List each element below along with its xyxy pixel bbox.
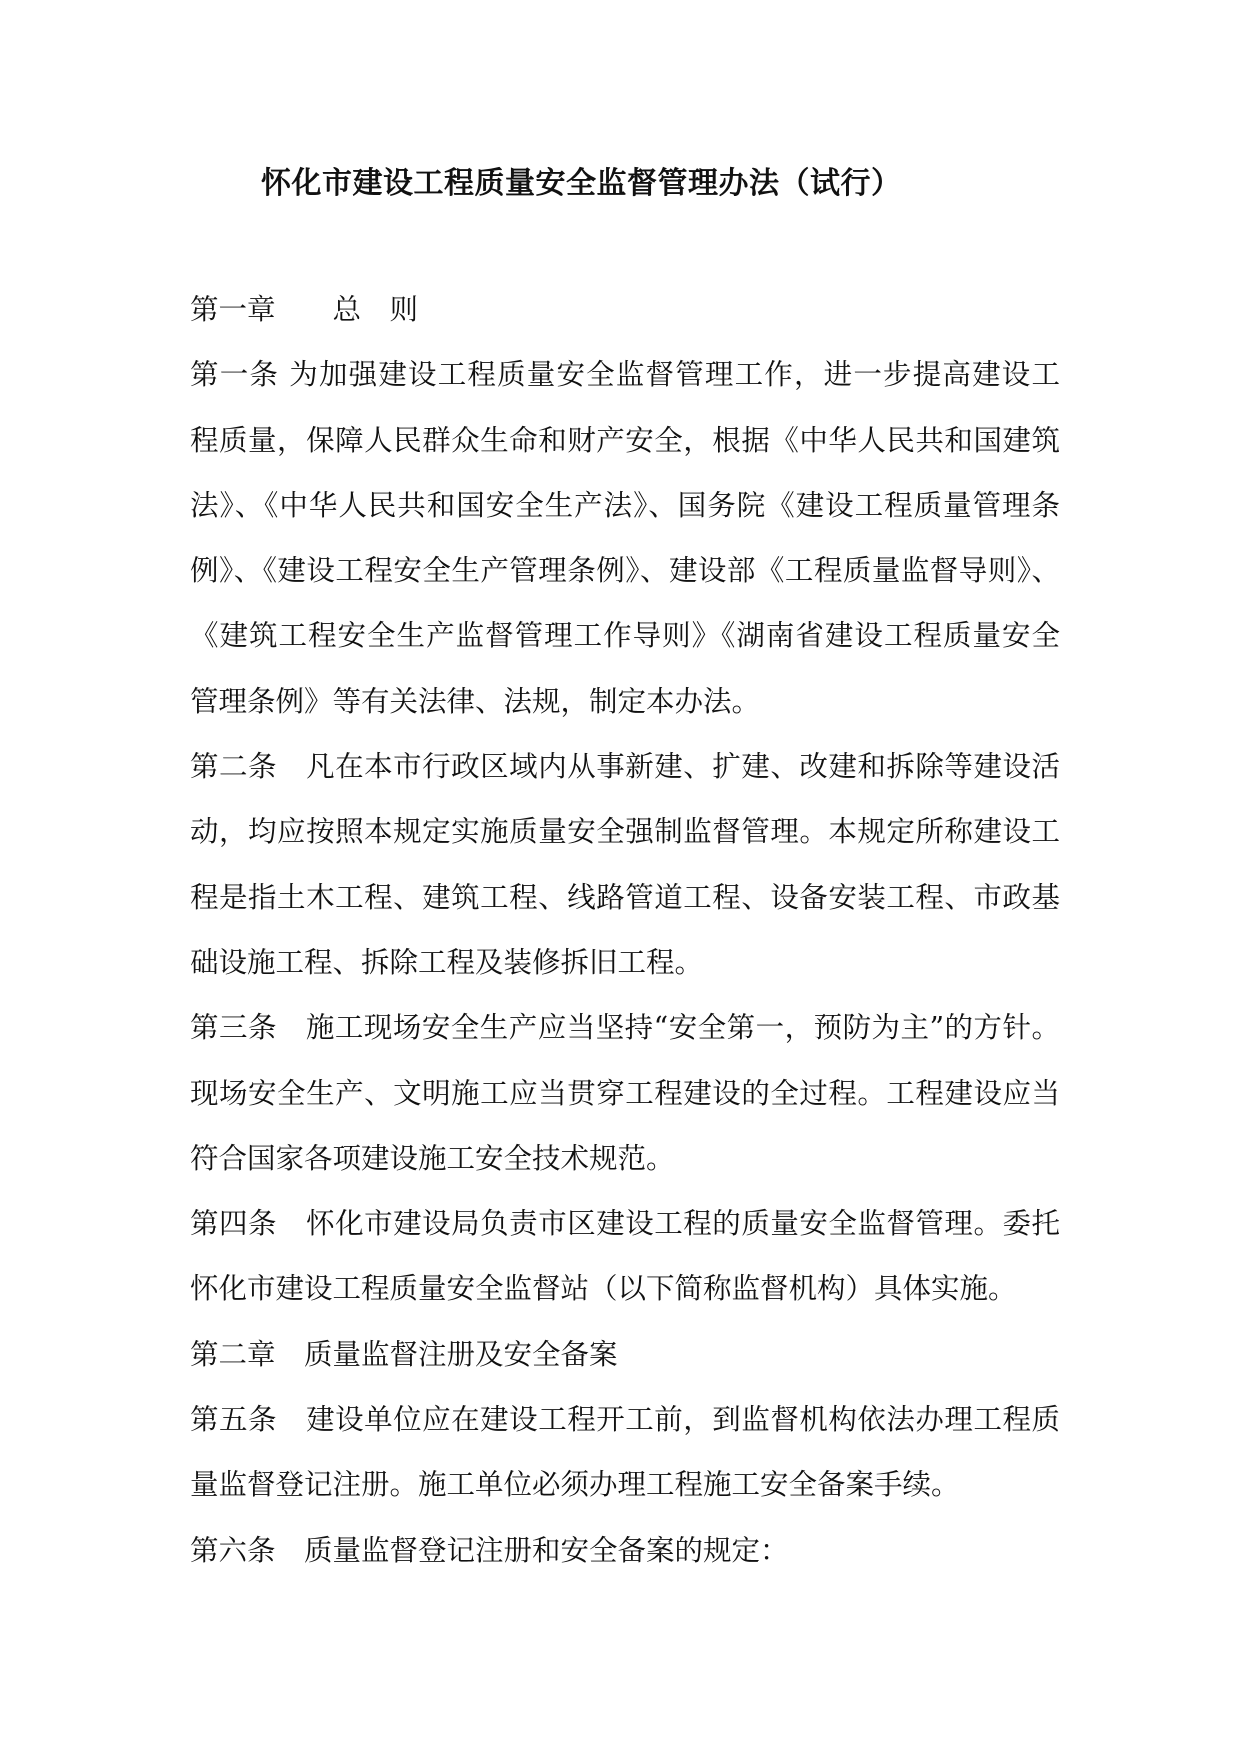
text-line: 第五条 建设单位应在建设工程开工前，到监督机构依法办理工程质 — [190, 1403, 1060, 1437]
text-line: 第二章 质量监督注册及安全备案 — [190, 1337, 618, 1371]
text-line: 第二条 凡在本市行政区域内从事新建、扩建、改建和拆除等建设活 — [190, 750, 1060, 784]
text-line: 怀化市建设工程质量安全监督站（以下简称监督机构）具体实施。 — [190, 1272, 1017, 1306]
text-line: 第四条 怀化市建设局负责市区建设工程的质量安全监督管理。委托 — [190, 1207, 1060, 1241]
text-line: 法》、《中华人民共和国安全生产法》、国务院《建设工程质量管理条 — [190, 488, 1060, 522]
text-line: 管理条例》等有关法律、法规，制定本办法。 — [190, 684, 761, 718]
text-line: 程质量，保障人民群众生命和财产安全，根据《中华人民共和国建筑 — [190, 423, 1060, 457]
text-line: 例》、《建设工程安全生产管理条例》、建设部《工程质量监督导则》、 — [190, 554, 1060, 588]
text-line: 程是指土木工程、建筑工程、线路管道工程、设备安装工程、市政基 — [190, 880, 1060, 914]
text-line: 符合国家各项建设施工安全技术规范。 — [190, 1141, 675, 1175]
text-line: 第一章 总 则 — [190, 293, 419, 326]
text-line: 量监督登记注册。施工单位必须办理工程施工安全备案手续。 — [190, 1468, 960, 1502]
text-line: 础设施工程、拆除工程及装修拆旧工程。 — [190, 945, 704, 979]
text-line: 《建筑工程安全生产监督管理工作导则》《湖南省建设工程质量安全 — [190, 619, 1060, 653]
text-line: 第三条 施工现场安全生产应当坚持“安全第一，预防为主”的方针。 — [190, 1011, 1060, 1045]
text-line: 第六条 质量监督登记注册和安全备案的规定： — [190, 1533, 789, 1567]
text-line: 动，均应按照本规定实施质量安全强制监督管理。本规定所称建设工 — [190, 815, 1060, 849]
document-title: 怀化市建设工程质量安全监督管理办法（试行） — [261, 166, 902, 201]
text-line: 现场安全生产、文明施工应当贯穿工程建设的全过程。工程建设应当 — [190, 1076, 1060, 1110]
document-body — [190, 290, 1060, 1596]
text-line: 第一条 为加强建设工程质量安全监督管理工作，进一步提高建设工 — [190, 358, 1060, 392]
